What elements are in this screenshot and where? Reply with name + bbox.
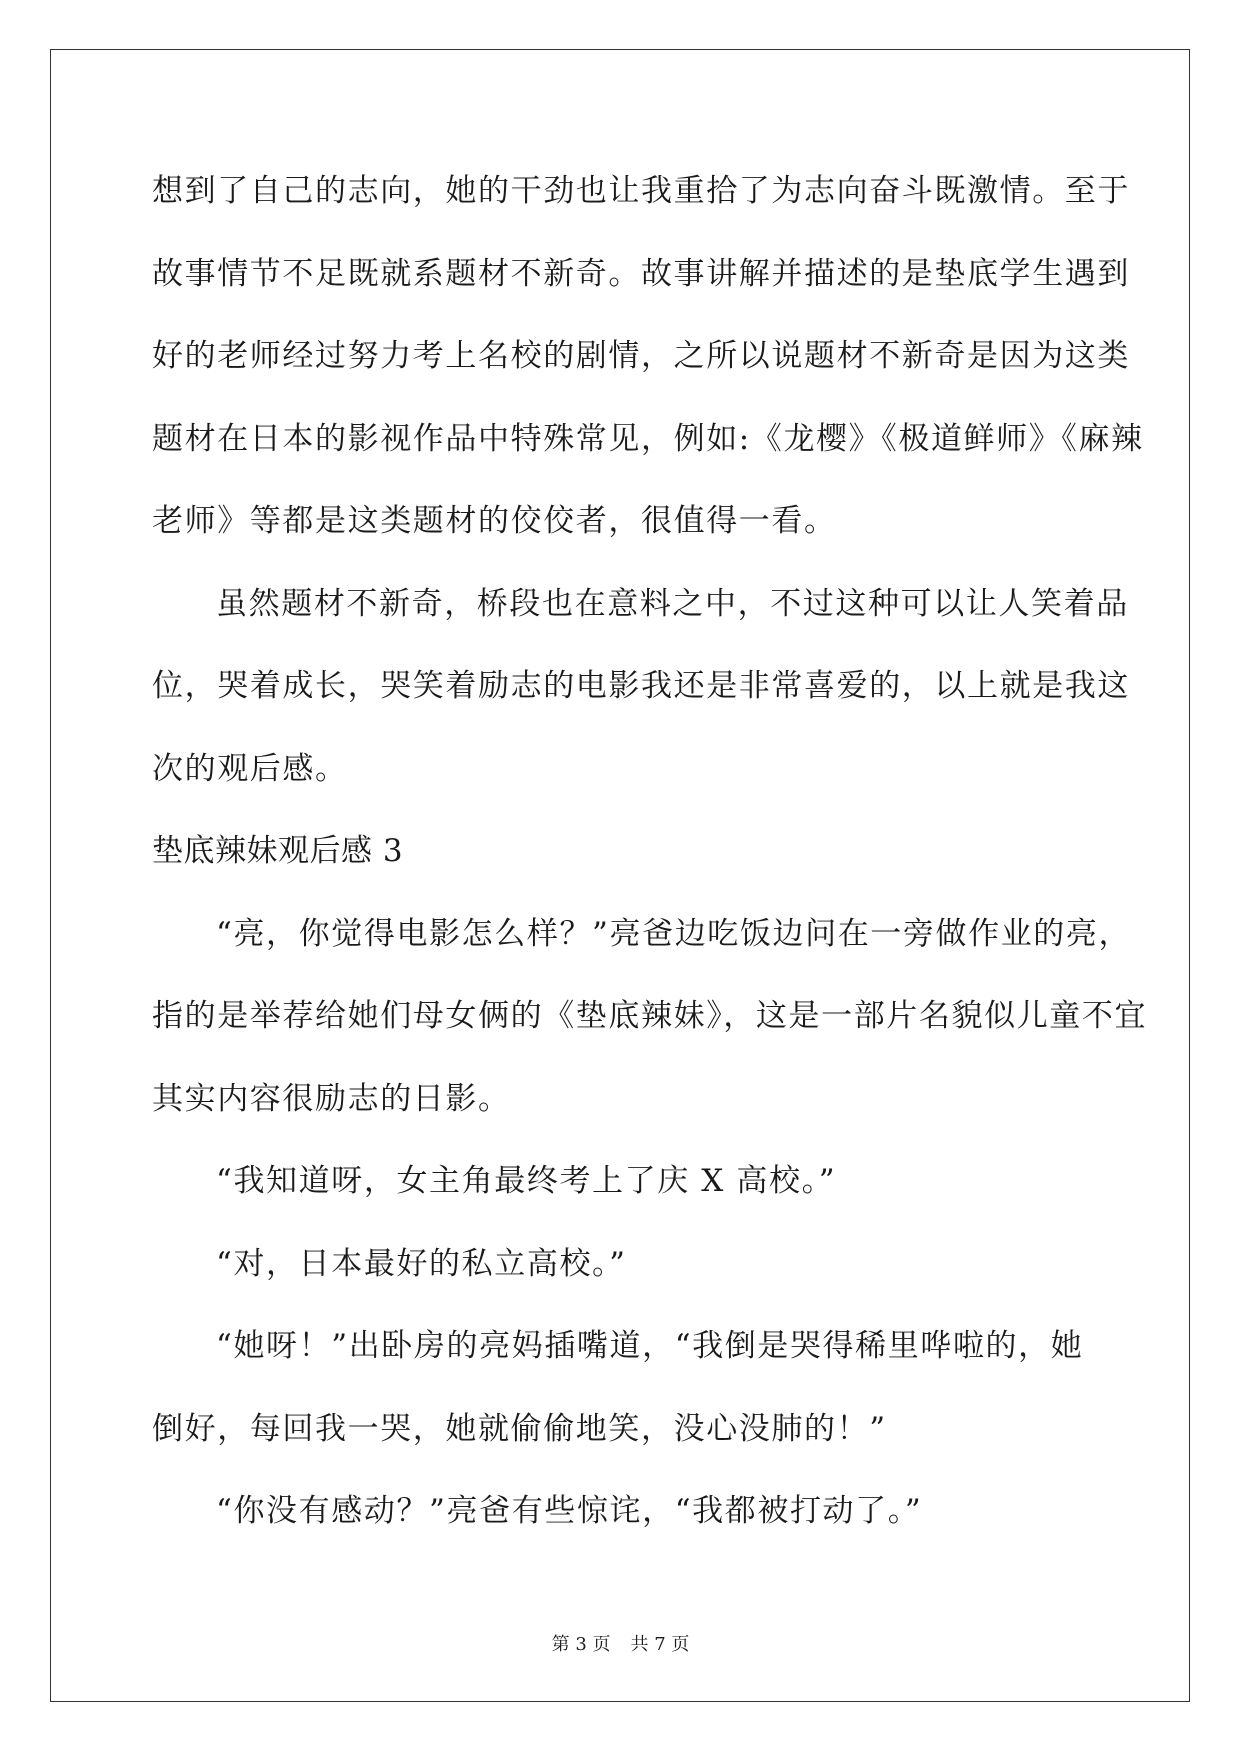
- paragraph-line: “她呀！”出卧房的亮妈插嘴道，“我倒是哭得稀里哗啦的，她: [216, 1328, 1084, 1364]
- paragraph-line: 其实内容很励志的日影。: [152, 1080, 511, 1117]
- paragraph-line: 想到了自己的志向，她的干劲也让我重拾了为志向奋斗既激情。至于: [152, 173, 1130, 209]
- document-body: [152, 150, 1148, 1553]
- paragraph-line: 虽然题材不新奇，桥段也在意料之中，不过这种可以让人笑着品: [216, 585, 1129, 622]
- section-heading: 垫底辣妹观后感 3: [152, 833, 404, 869]
- paragraph-line: “我知道呀，女主角最终考上了庆 X 高校。”: [216, 1163, 837, 1199]
- paragraph-line: 位，哭着成长，哭笑着励志的电影我还是非常喜爱的，以上就是我这: [152, 668, 1130, 704]
- paragraph-line: “亮，你觉得电影怎么样？”亮爸边吃饭边问在一旁做作业的亮，: [216, 915, 1132, 952]
- paragraph-line: 题材在日本的影视作品中特殊常见，例如:《龙樱》《极道鲜师》《麻辣: [152, 420, 1144, 457]
- paragraph-line: 老师》等都是这类题材的佼佼者，很值得一看。: [152, 503, 837, 539]
- paragraph-line: 倒好，每回我一哭，她就偷偷地笑，没心没肺的！”: [152, 1410, 887, 1447]
- paragraph-line: “对，日本最好的私立高校。”: [216, 1245, 627, 1282]
- paragraph-line: 次的观后感。: [152, 750, 348, 787]
- page-total: 共 7 页: [630, 1634, 690, 1655]
- paragraph-line: 故事情节不足既就系题材不新奇。故事讲解并描述的是垫底学生遇到: [152, 255, 1130, 292]
- paragraph-line: “你没有感动？”亮爸有些惊诧，“我都被打动了。”: [216, 1493, 923, 1529]
- page-footer: [0, 1630, 1241, 1656]
- paragraph-line: 指的是举荐给她们母女俩的《垫底辣妹》，这是一部片名貌似儿童不宜: [152, 998, 1148, 1034]
- page-number: 第 3 页: [551, 1634, 611, 1655]
- paragraph-line: 好的老师经过努力考上名校的剧情，之所以说题材不新奇是因为这类: [152, 338, 1130, 374]
